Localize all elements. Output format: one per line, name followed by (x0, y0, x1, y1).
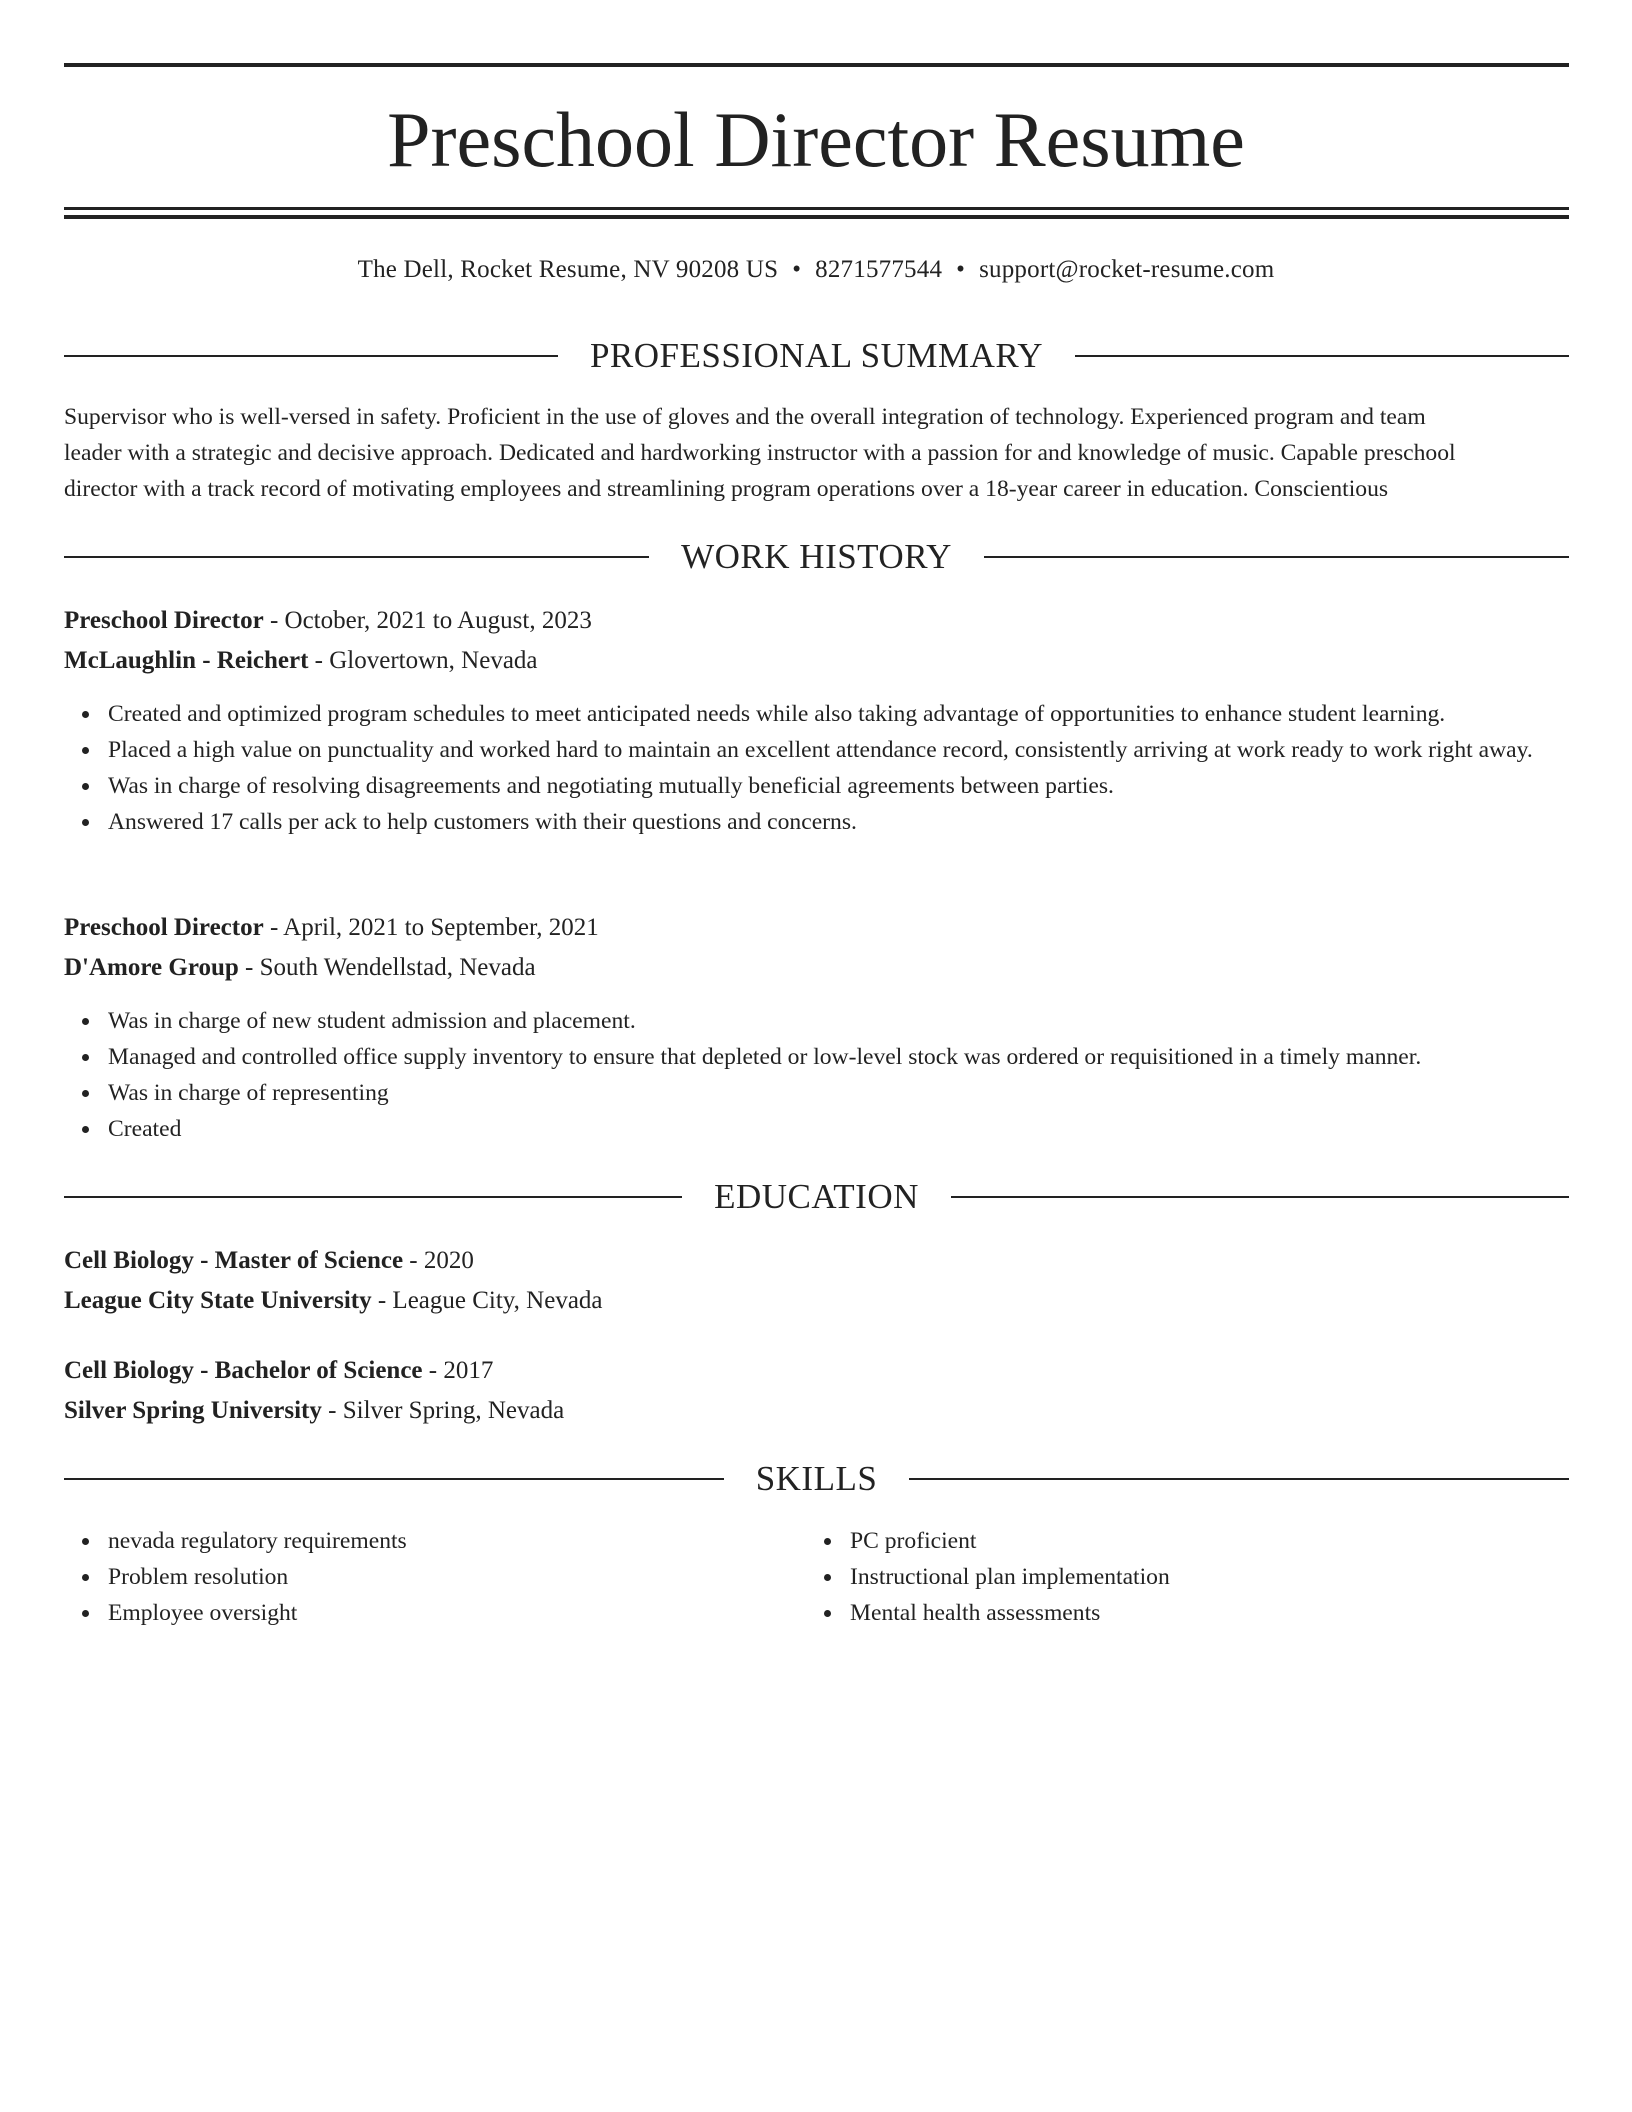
section-title: WORK HISTORY (681, 537, 952, 576)
job-title-line (64, 912, 1569, 944)
degree: Cell Biology - Master of Science (64, 1247, 404, 1274)
list-item: Created and optimized program schedules to meet anticipated needs while also taking advantage of opportunities to enhance student learning. (108, 696, 1613, 732)
job-company: McLaughlin - Reichert (64, 647, 309, 674)
contact-address: The Dell, Rocket Resume, NV 90208 US (357, 256, 779, 283)
degree-line (64, 1245, 1569, 1277)
list-item: Placed a high value on punctuality and worked hard to maintain an excellent attendance record, consistently arriving at work ready to work right away. (108, 732, 1613, 768)
job-title: Preschool Director (64, 607, 264, 634)
top-rule (64, 63, 1569, 67)
school-line (64, 1285, 1569, 1317)
section-title: SKILLS (755, 1459, 878, 1498)
section-title: EDUCATION (714, 1177, 919, 1216)
title-rule-upper (64, 207, 1569, 210)
list-item: Was in charge of new student admission and placement. (108, 1003, 1613, 1039)
heading-rule (909, 1478, 1569, 1480)
section-heading-work (64, 537, 1569, 577)
degree: Cell Biology - Bachelor of Science (64, 1357, 423, 1384)
heading-rule (64, 355, 558, 357)
section-heading-skills (64, 1459, 1569, 1499)
skill-item: Instructional plan implementation (850, 1559, 1632, 1595)
list-item: Was in charge of resolving disagreements and negotiating mutually beneficial agreements between parties. (108, 768, 1613, 804)
job-company-line (64, 952, 1569, 984)
page-title: Preschool Director Resume (387, 96, 1245, 183)
section-heading-summary (64, 336, 1569, 376)
heading-rule (1075, 355, 1569, 357)
list-item: Created (108, 1111, 1613, 1147)
skill-item: PC proficient (850, 1523, 1632, 1559)
degree-year: - 2020 (403, 1247, 474, 1274)
summary-line: Supervisor who is well-versed in safety. Proficient in the use of gloves and the overall integration of technology. Experienced program and team (64, 404, 1426, 430)
heading-rule (64, 1196, 682, 1198)
heading-rule (951, 1196, 1569, 1198)
skills-list-right (806, 1523, 1632, 1631)
job-title-line (64, 605, 1569, 637)
summary-paragraph (64, 399, 1569, 507)
section-title: PROFESSIONAL SUMMARY (589, 336, 1044, 375)
job-location: - South Wendellstad, Nevada (238, 954, 536, 981)
school-location: - League City, Nevada (371, 1287, 603, 1314)
skill-item: nevada regulatory requirements (108, 1523, 1613, 1559)
contact-phone: 8271577544 (815, 256, 943, 283)
section-heading-education (64, 1177, 1569, 1217)
title-rule-lower (64, 215, 1569, 219)
list-item: Answered 17 calls per ack to help customers with their questions and concerns. (108, 804, 1613, 840)
skill-item: Problem resolution (108, 1559, 1613, 1595)
school-location: - Silver Spring, Nevada (321, 1397, 565, 1424)
job-dates: - April, 2021 to September, 2021 (263, 914, 599, 941)
list-item: Managed and controlled office supply inventory to ensure that depleted or low-level stock was ordered or requisitioned in a timely manner. (108, 1039, 1613, 1075)
job-location: - Glovertown, Nevada (308, 647, 538, 674)
job-company: D'Amore Group (64, 954, 239, 981)
job-bullets (64, 696, 1613, 840)
list-item: Was in charge of representing (108, 1075, 1613, 1111)
contact-line (0, 254, 1632, 286)
school: League City State University (64, 1287, 372, 1314)
summary-line: leader with a strategic and decisive approach. Dedicated and hardworking instructor with a passion for and knowledge of music. Capable preschool (64, 440, 1456, 466)
contact-separator: • (792, 256, 802, 283)
heading-rule (64, 1478, 724, 1480)
job-company-line (64, 645, 1569, 677)
heading-rule (64, 556, 649, 558)
skill-item: Employee oversight (108, 1595, 1613, 1631)
degree-line (64, 1355, 1569, 1387)
school-line (64, 1395, 1569, 1427)
heading-rule (984, 556, 1569, 558)
summary-line: director with a track record of motivating employees and streamlining program operations over a 18-year career in education. Conscientious (64, 476, 1389, 502)
job-title: Preschool Director (64, 914, 264, 941)
school: Silver Spring University (64, 1397, 322, 1424)
contact-email: support@rocket-resume.com (979, 256, 1275, 283)
skill-item: Mental health assessments (850, 1595, 1632, 1631)
job-dates: - October, 2021 to August, 2023 (263, 607, 592, 634)
degree-year: - 2017 (422, 1357, 494, 1384)
job-bullets (64, 1003, 1613, 1147)
contact-separator: • (956, 256, 966, 283)
